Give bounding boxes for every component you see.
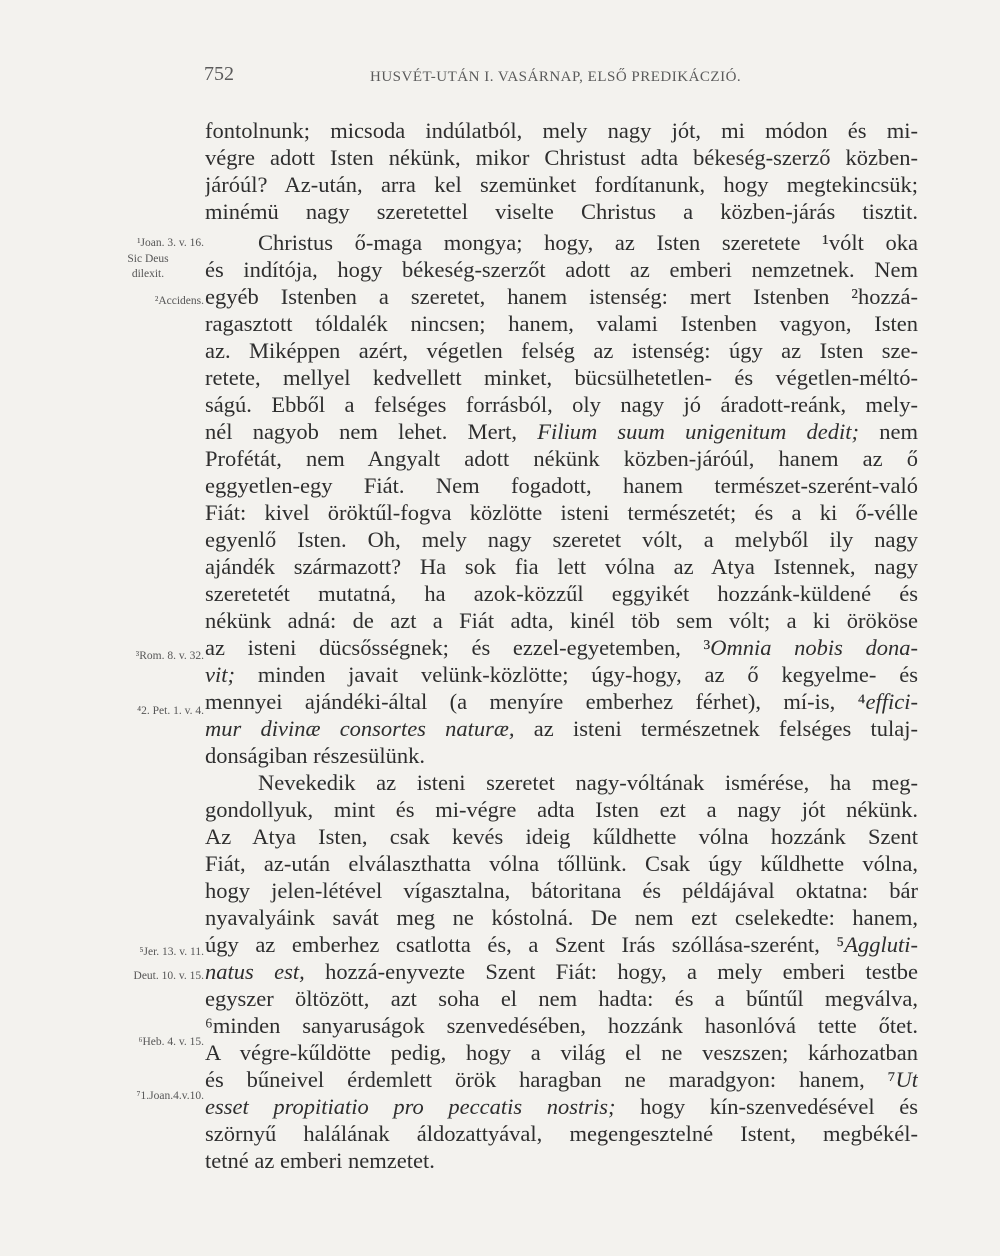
margin-note: ²Accidens.: [154, 295, 204, 307]
text-line: nél nagyob nem lehet. Mert, Filium suum unigenitum dedit; nem: [205, 419, 918, 444]
text-line: Christus ő-maga mongya; hogy, az Isten szeretete ¹vólt oka: [258, 230, 918, 255]
text-line: egyenlő Isten. Oh, mely nagy szeretet vólt, a melyből ily nagy: [205, 527, 918, 552]
text-line: vit; minden javait velünk-közlötte; úgy-hogy, az ő kegyelme- és: [205, 662, 918, 687]
text-line: ⁶minden sanyaruságok szenvedésében, hozzánk hasonlóvá tette őtet.: [205, 1013, 918, 1038]
page-header: [204, 63, 904, 93]
page-number: 752: [204, 63, 234, 85]
text-line: Fiát: kivel öröktűl-fogva közlötte isteni természetét; és a ki ő-vélle: [205, 500, 918, 525]
text-line: szeretetét mutatná, ha azok-közzűl eggyikét hozzánk-küldené és: [205, 581, 918, 606]
text-line: ságú. Ebből a felséges forrásból, oly nagy jó áradott-reánk, mely-: [205, 392, 918, 417]
text-line: járóúl? Az-után, arra kel szemünket fordítanunk, hogy megtekincsük;: [205, 172, 918, 197]
text-line: szörnyű halálának áldozattyával, megengesztelné Istent, megbékél-: [205, 1121, 918, 1146]
margin-note: ⁷1.Joan.4.v.10.: [136, 1090, 204, 1102]
text-line: mur divinæ consortes naturæ, az isteni természetnek felséges tulaj-: [205, 716, 918, 741]
text-line: Nevekedik az isteni szeretet nagy-vóltának ismérése, ha meg-: [258, 770, 918, 795]
text-line: ajándék származott? Ha sok fia lett vólna az Atya Istennek, nagy: [205, 554, 918, 579]
text-line: az isteni dücsősségnek; és ezzel-egyetemben, ³Omnia nobis dona-: [205, 635, 918, 660]
text-line: és bűneivel érdemlett örök haragban ne maradgyon: hanem, ⁷Ut: [205, 1067, 918, 1092]
text-line: egyszer öltözött, azt soha el nem hadta: és a bűntűl megválva,: [205, 986, 918, 1011]
text-line: ragasztott tóldalék nincsen; hanem, valami Istenben vagyon, Isten: [205, 311, 918, 336]
text-line: Fiát, az-után elválaszthatta vólna tőllünk. Csak úgy kűldhette vólna,: [205, 851, 918, 876]
text-line: úgy az emberhez csatlotta és, a Szent Irás szóllása-szerént, ⁵Aggluti-: [205, 932, 918, 957]
text-line: és indítója, hogy békeség-szerzőt adott az emberi nemzetnek. Nem: [205, 257, 918, 282]
margin-note: Deut. 10. v. 15.: [133, 970, 204, 982]
running-head: HUSVÉT-UTÁN I. VASÁRNAP, ELSŐ PREDIKÁCZIÓ.: [370, 69, 742, 85]
text-line: natus est, hozzá-enyvezte Szent Fiát: hogy, a mely emberi testbe: [205, 959, 918, 984]
margin-note: Sic Deus dilexit.: [127, 253, 169, 280]
text-line: nyavalyáink savát meg ne kóstolná. De nem ezt cselekedte: hanem,: [205, 905, 918, 930]
text-line: tetné az emberi nemzetet.: [205, 1148, 435, 1173]
text-line: végre adott Isten nékünk, mikor Christust adta békeség-szerző közben-: [205, 145, 918, 170]
text-line: az. Miképpen azért, végetlen felség az istenség: úgy az Isten sze-: [205, 338, 918, 363]
text-line: esset propitiatio pro peccatis nostris; hogy kín-szenvedésével és: [205, 1094, 918, 1119]
text-line: hogy jelen-létével vígasztalna, bátoritana és példájával oktatna: bár: [205, 878, 918, 903]
text-line: egyéb Istenben a szeretet, hanem istenség: mert Istenben ²hozzá-: [205, 284, 918, 309]
text-line: eggyetlen-egy Fiát. Nem fogadott, hanem természet-szerént-való: [205, 473, 918, 498]
margin-note: ⁶Heb. 4. v. 15.: [138, 1036, 204, 1048]
text-line: minémü nagy szeretettel viselte Christus a közben-járás tisztit.: [205, 199, 918, 224]
text-line: retete, mellyel kedvellett minket, bücsülhetetlen- és végetlen-méltó-: [205, 365, 918, 390]
text-line: fontolnunk; micsoda indúlatból, mely nagy jót, mi módon és mi-: [205, 118, 918, 143]
margin-note: ³Rom. 8. v. 32.: [135, 650, 204, 662]
margin-note: ⁵Jer. 13. v. 11.: [139, 946, 204, 958]
text-line: nékünk adná: de azt a Fiát adta, kinél töb sem vólt; a ki örököse: [205, 608, 918, 633]
margin-note: ¹Joan. 3. v. 16.: [137, 237, 204, 249]
margin-note: ⁴2. Pet. 1. v. 4.: [137, 705, 204, 717]
text-line: gondollyuk, mint és mi-végre adta Isten ezt a nagy jót nékünk.: [205, 797, 918, 822]
text-line: Az Atya Isten, csak kevés ideig kűldhette vólna hozzánk Szent: [205, 824, 918, 849]
text-line: donságiban részesülünk.: [205, 743, 425, 768]
text-line: A végre-kűldötte pedig, hogy a világ el ne veszszen; kárhozatban: [205, 1040, 918, 1065]
text-line: mennyei ajándéki-által (a menyíre emberhez férhet), mí-is, ⁴effici-: [205, 689, 918, 714]
text-line: Profétát, nem Angyalt adott nékünk közben-járóúl, hanem az ő: [205, 446, 918, 471]
